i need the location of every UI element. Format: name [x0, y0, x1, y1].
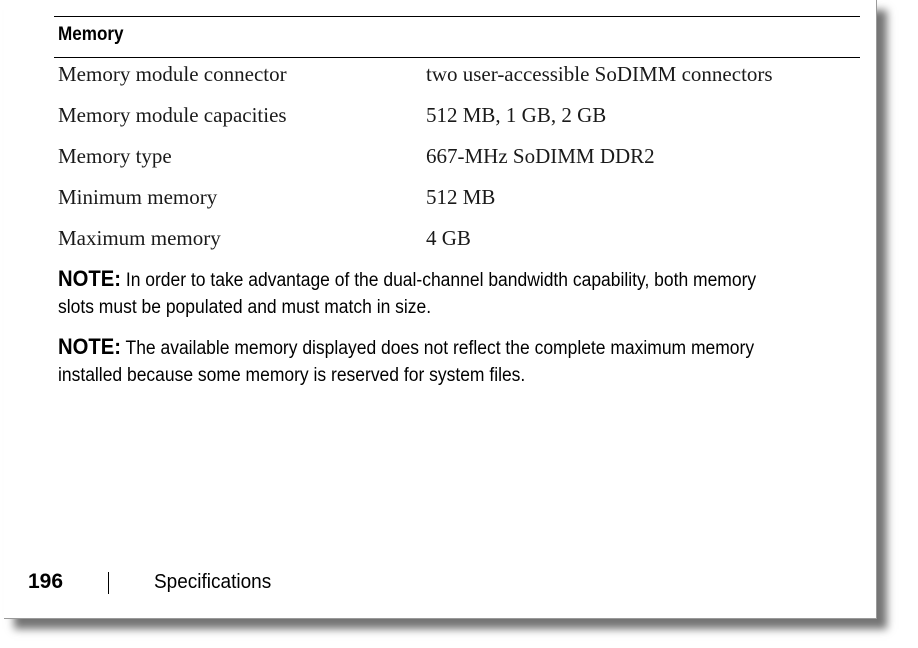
- spec-row: [58, 226, 858, 256]
- spec-row: [58, 185, 858, 215]
- spec-value: 512 MB: [426, 185, 496, 209]
- spec-row: [58, 62, 858, 92]
- note-text: In order to take advantage of the dual-channel bandwidth capability, both memory slots must be populated and must match in size.: [58, 270, 757, 318]
- spec-value: two user-accessible SoDIMM connectors: [426, 62, 773, 86]
- spec-row: [58, 103, 858, 133]
- spec-value: 4 GB: [426, 226, 471, 250]
- spec-row: [58, 144, 858, 174]
- spec-label: Memory module connector: [58, 62, 287, 86]
- spec-label: Minimum memory: [58, 185, 218, 209]
- note-label: NOTE:: [58, 334, 121, 359]
- document-page: [4, 0, 877, 619]
- spec-label: Memory type: [58, 144, 172, 168]
- note-available-memory: [58, 333, 785, 389]
- section-title: Memory: [58, 24, 124, 45]
- page-number: 196: [28, 570, 64, 593]
- table-header-rule: [54, 57, 860, 58]
- note-text: The available memory displayed does not reflect the complete maximum memory installed because some memory is reserved for system files.: [58, 338, 755, 386]
- footer-section-name: Specifications: [154, 571, 272, 593]
- spec-label: Memory module capacities: [58, 103, 287, 127]
- spec-value: 512 MB, 1 GB, 2 GB: [426, 103, 607, 127]
- note-dual-channel: [58, 265, 785, 321]
- spec-value: 667-MHz SoDIMM DDR2: [426, 144, 655, 168]
- table-top-rule: [54, 16, 860, 17]
- footer-separator: [108, 572, 109, 594]
- spec-label: Maximum memory: [58, 226, 221, 250]
- note-label: NOTE:: [58, 266, 121, 291]
